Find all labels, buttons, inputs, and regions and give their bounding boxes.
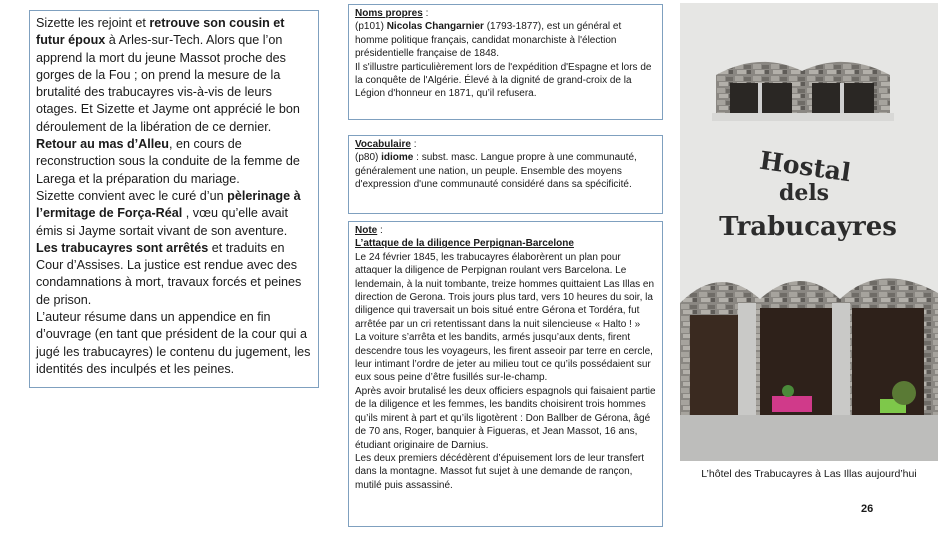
bold-run: Nicolas Changarnier — [386, 21, 484, 33]
vocabulary-box: Vocabulaire : (p80) idiome : subst. masc. Langue propre à une communauté, généralement une nation, un peuple. Ensemble des moyens d'expression d'une communauté considéré dans sa spécificité. — [348, 135, 663, 214]
text-run: La voiture s’arrêta et les bandits, armés jusqu’aux dents, firent descendre tous les voyageurs, les firent asseoir par terre en cercle, leur intimant l’ordre de jeter au milieu tout ce qu’ils possédaient sur eux sous peine d’être fusillés sur-le-champ. — [355, 332, 653, 384]
note-paragraph — [355, 331, 656, 385]
note-paragraph — [355, 452, 656, 492]
note-heading: Note — [355, 225, 378, 236]
text-run: Il s'illustre particulièrement lors de l'expédition d'Espagne et lors de la conquête de l'Algérie. Élevé à la dignité de grand-croix de la Légion d'honneur en 1871, qu’il refusera. — [355, 61, 652, 100]
bold-run: Retour au mas d’Alleu — [36, 137, 169, 152]
text-run: , vœu qu’elle avait émis si Jayme sortait vivant de son aventure. — [36, 206, 288, 238]
summary-paragraph — [36, 240, 312, 309]
text-run: L’auteur résume dans un appendice en fin d’ouvrage (en tant que président de la cour qui a jugé les trabucayres) le contenu du jugement, les identités des inculpés et les peines. — [36, 310, 311, 376]
vocabulary-heading: Vocabulaire — [355, 139, 411, 150]
proper-names-heading: Noms propres — [355, 8, 423, 19]
text-run: Les deux premiers décédèrent d’épuisement lors de leur transfert dans la montagne. Massot fut sujet à une demande de rançon, mutilé puis assassiné. — [355, 452, 645, 491]
text-run: (p80) — [355, 152, 382, 164]
bold-run: retrouve son cousin et futur époux — [36, 16, 285, 48]
summary-paragraph — [36, 188, 312, 240]
note-paragraph — [355, 385, 656, 452]
text-run: et traduits en Cour d’Assises. La justice est rendue avec des condamnations à mort, travaux forcés et peines de prison. — [36, 240, 302, 307]
summary-paragraph — [36, 136, 312, 188]
text-run: , en cours de reconstruction sous la conduite de la femme de Larega et la préparation du mariage. — [36, 137, 300, 186]
proper-names-paragraph — [355, 20, 656, 60]
text-run: (p101) — [355, 21, 387, 33]
bold-run: idiome — [381, 152, 414, 164]
photo-caption: L’hôtel des Trabucayres à Las Illas aujourd’hui — [701, 468, 917, 480]
vocabulary-body — [355, 151, 656, 191]
proper-names-body — [355, 20, 656, 100]
summary-paragraph — [36, 309, 312, 378]
bold-run: Les trabucayres sont arrêtés — [36, 240, 209, 255]
text-run: : subst. masc. Langue propre à une communauté, généralement une nation, un peuple. Ensemble des moyens d'expression d'une communauté considéré dans sa spécificité. — [355, 152, 637, 191]
note-subheading: L’attaque de la diligence Perpignan-Barcelone — [355, 238, 574, 250]
summary-textbox — [29, 10, 319, 388]
text-run: Sizette les rejoint et — [36, 16, 150, 30]
text-run: (1793-1877), est un général et homme politique français, candidat monarchiste à l'élection présidentielle française de 1848. — [355, 21, 622, 60]
bold-run: pèlerinage à l’ermitage de Força-Réal — [36, 188, 301, 221]
text-run: Sizette convient avec le curé d’un — [36, 188, 228, 203]
sign-line-1: Hostal — [757, 145, 853, 188]
summary-paragraph — [36, 15, 312, 136]
text-run: Après avoir brutalisé les deux officiers espagnols qui faisaient partie de la diligence et les femmes, les bandits choisirent trois hommes qu’ils mirent à part et qu’ils ligotèrent : Don Ballber de Gérona, âgé de 70 ans, Roger, banquier à Figueras, et Jean Massot, 16 ans, étudiant originaire de Darnius. — [355, 385, 656, 451]
note-paragraph — [355, 251, 656, 331]
sign-line-3: Trabucayres — [719, 212, 897, 242]
vocabulary-paragraph — [355, 151, 656, 191]
text-run: à Arles-sur-Tech. Alors que l’on apprend la mort du jeune Massot proche des gorges de la Fou ; on prend la mesure de la brutalité des trabucayres vis-à-vis de leurs otages. Et Sizette et Jayme ont apprécié le bon déroulement de la libération de ce dernier. — [36, 33, 300, 134]
note-body — [355, 251, 656, 492]
text-run: Le 24 février 1845, les trabucayres élaborèrent un plan pour attaquer la diligence de Perpignan roulant vers Barcelona. Le lendemain, à la nuit tombante, treize hommes quittaient Las Illas en direction de Gerona. Trois jours plus tard, vers 10 heures du soir, la diligence qui traversait un bois situé entre Gérona et Tordéra, fut arrêtée par un cri retentissant dans la nuit silencieuse « Halto ! » — [355, 251, 655, 330]
note-box: Note : L’attaque de la diligence Perpignan-Barcelone Le 24 février 1845, les trabucayres élaborèrent un plan pour attaquer la diligence de Perpignan roulant vers Barcelona. Le lendemain, à la nuit tombante, treize hommes quittaient Las Illas en direction de Gerona. Trois jours plus tard, vers 10 heures du soir, la diligence qui traversait un bois situé entre Gérona et Tordéra, fut arrêtée par un cri retentissant dans la nuit silencieuse « Halto ! » La voiture s’arrêta et les bandits, armés jusqu’aux dents, firent descendre tous les voyageurs, les firent asseoir par terre en cercle, leur intimant l’ordre de jeter au milieu tout ce qu’ils possédaient sur eux sous peine d’être fusillés sur-le-champ. Après avoir brutalisé les deux officiers espagnols qui faisaient partie de la diligence et les femmes, les bandits choisirent trois hommes qu’ils mirent à part et qu’ils ligotèrent : Don Ballber de Gérona, âgé de 70 ans, Roger, banquier à Figueras, et Jean Massot, 16 ans, étudiant originaire de Darnius. Les deux premiers décédèrent d’épuisement lors de leur transfert dans la montagne. Massot fut sujet à une demande de rançon, mutilé puis assassiné. — [348, 221, 663, 527]
hotel-photo — [680, 3, 938, 461]
proper-names-paragraph — [355, 61, 656, 101]
sign-line-2: dels — [778, 180, 830, 206]
page-number: 26 — [861, 503, 874, 515]
proper-names-box: Noms propres : (p101) Nicolas Changarnier (1793-1877), est un général et homme politique français, candidat monarchiste à l'élection présidentielle française de 1848. Il s'illustre particulièrement lors de l'expédition d'Espagne et lors de la conquête de l'Algérie. Élevé à la dignité de grand-croix de la Légion d'honneur en 1871, qu’il refusera. — [348, 4, 663, 120]
